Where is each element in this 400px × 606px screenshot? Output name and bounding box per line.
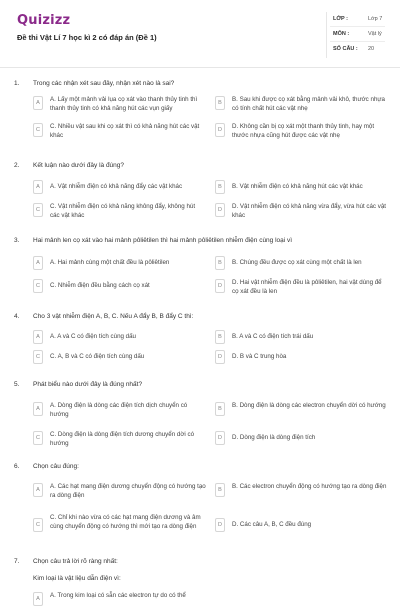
option-text: B. Sau khi được cọ xát bằng mảnh vải khô, thước nhựa có tính chất hút các vật nhẹ	[232, 96, 385, 112]
option-letter-box: D	[215, 518, 225, 532]
page-title: Đề thi Vật Lí 7 học kì 2 có đáp án (Đề 1)	[17, 33, 157, 42]
option-text: D. Không cần bị cọ xát một thanh thủy tinh, hay một thước nhựa cũng hút được các vật nhẹ	[232, 123, 375, 139]
question-text: Chọn câu trả lời rõ ràng nhất:	[33, 558, 118, 565]
option-letter-box: C	[33, 518, 43, 532]
option-text: A. Hai mảnh cùng một chất đều là pôliêtilen	[50, 259, 170, 266]
meta-value: 20	[368, 46, 375, 52]
option-text: C. Dòng điện là dòng điện tích dương chuyển dời có hướng	[50, 431, 195, 447]
question-number: 7.	[14, 558, 20, 565]
option-text: C. Chỉ khi nào vừa có các hạt mang điện dương và âm cùng chuyển động có hướng thì mới tạo ra dòng điện	[50, 514, 201, 530]
option-text: A. Vật nhiễm điện có khả năng đẩy các vật khác	[50, 183, 183, 190]
question-text: Phát biểu nào dưới đây là đúng nhất?	[33, 381, 143, 388]
option-letter-box: A	[33, 256, 43, 270]
option-letter-box: C	[33, 203, 43, 217]
question-text: Trong các nhận xét sau đây, nhận xét nào là sai?	[33, 80, 175, 87]
meta-label: MÔN :	[333, 31, 350, 37]
option-text: A. Các hạt mang điện dương chuyển động có hướng tạo ra dòng điện	[50, 483, 206, 499]
option-letter-box: D	[215, 350, 225, 364]
option-text: C. Nhiễm điện đều bằng cách cọ xát	[50, 282, 150, 289]
question-text: Kết luận nào dưới đây là đúng?	[33, 162, 125, 169]
meta-divider	[326, 12, 327, 58]
quizizz-logo[interactable]: Quizizz	[17, 13, 71, 28]
option-letter-box: B	[215, 180, 225, 194]
question-number: 2.	[14, 162, 20, 169]
option-text: B. Chúng đều được cọ xát cùng một chất là len	[232, 259, 362, 266]
option-text: D. Hai vật nhiễm điện đều là pôliêtilen, hai vật dùng để cọ xát đều là len	[232, 279, 382, 295]
option-text: B. A và C có điện tích trái dấu	[232, 333, 314, 340]
meta-row-class	[330, 12, 385, 27]
question-number: 3.	[14, 237, 20, 244]
question-subtext: Kim loại là vật liệu dẫn điện vì:	[33, 575, 121, 582]
option-text: D. Dòng điện là dòng điện tích	[232, 434, 316, 441]
option-letter-box: C	[33, 123, 43, 137]
option-text: C. A, B và C có điện tích cùng dấu	[50, 353, 145, 360]
option-letter-box: C	[33, 431, 43, 445]
option-text: B. Dòng điện là dòng các electron chuyển dời có hướng	[232, 402, 386, 409]
option-letter-box: C	[33, 279, 43, 293]
question-text: Chọn câu đúng:	[33, 463, 79, 470]
meta-row-count	[330, 42, 385, 57]
option-letter-box: B	[215, 483, 225, 497]
meta-row-subject	[330, 27, 385, 42]
option-letter-box: D	[215, 203, 225, 217]
option-letter-box: A	[33, 402, 43, 416]
option-letter-box: A	[33, 96, 43, 110]
option-letter-box: B	[215, 96, 225, 110]
option-letter-box: A	[33, 483, 43, 497]
option-text: A. Dòng điện là dòng các điện tích dịch chuyển có hướng	[50, 402, 188, 418]
option-letter-box: B	[215, 256, 225, 270]
question-number: 5.	[14, 381, 20, 388]
option-letter-box: D	[215, 279, 225, 293]
option-letter-box: A	[33, 330, 43, 344]
question-text: Hai mảnh len cọ xát vào hai mảnh pôliêtilen thì hai mảnh pôliêtilen nhiễm điện cùng loại vì	[33, 237, 293, 244]
question-number: 1.	[14, 80, 20, 87]
meta-label: LỚP :	[333, 16, 348, 22]
option-letter-box: C	[33, 350, 43, 364]
option-text: A. Lấy một mảnh vải lụa cọ xát vào thanh thủy tinh thì thanh thủy tinh có khả năng hút các vụn giấy	[50, 96, 198, 112]
option-letter-box: A	[33, 180, 43, 194]
option-text: C. Nhiều vật sau khi cọ xát thì có khả năng hút các vật khác	[50, 123, 200, 139]
option-letter-box: B	[215, 330, 225, 344]
option-text: C. Vật nhiễm điện có khả năng không đẩy, không hút các vật khác	[50, 203, 196, 219]
option-text: B. Vật nhiễm điện có khả năng hút các vật khác	[232, 183, 363, 190]
option-letter-box: B	[215, 402, 225, 416]
page-header	[0, 0, 400, 68]
meta-label: SỐ CÂU :	[333, 46, 358, 52]
option-letter-box: A	[33, 592, 43, 606]
option-text: D. Vật nhiễm điện có khả năng vừa đẩy, vừa hút các vật khác	[232, 203, 387, 219]
option-letter-box: D	[215, 431, 225, 445]
option-text: D. Các câu A, B, C đều đúng	[232, 521, 312, 528]
question-number: 4.	[14, 313, 20, 320]
meta-value: Lớp 7	[368, 16, 383, 22]
option-text: A. Trong kim loại có sẵn các electron tự do có thể	[50, 592, 186, 599]
question-number: 6.	[14, 463, 20, 470]
option-text: B. Các electron chuyển động có hướng tạo ra dòng điện	[232, 483, 387, 490]
option-letter-box: D	[215, 123, 225, 137]
option-text: D. B và C trung hòa	[232, 353, 287, 360]
option-text: A. A và C có điện tích cùng dấu	[50, 333, 136, 340]
question-text: Cho 3 vật nhiễm điện A, B, C. Nếu A đẩy B, B đẩy C thì:	[33, 313, 194, 320]
meta-box	[330, 12, 385, 57]
meta-value: Vật lý	[368, 31, 382, 37]
